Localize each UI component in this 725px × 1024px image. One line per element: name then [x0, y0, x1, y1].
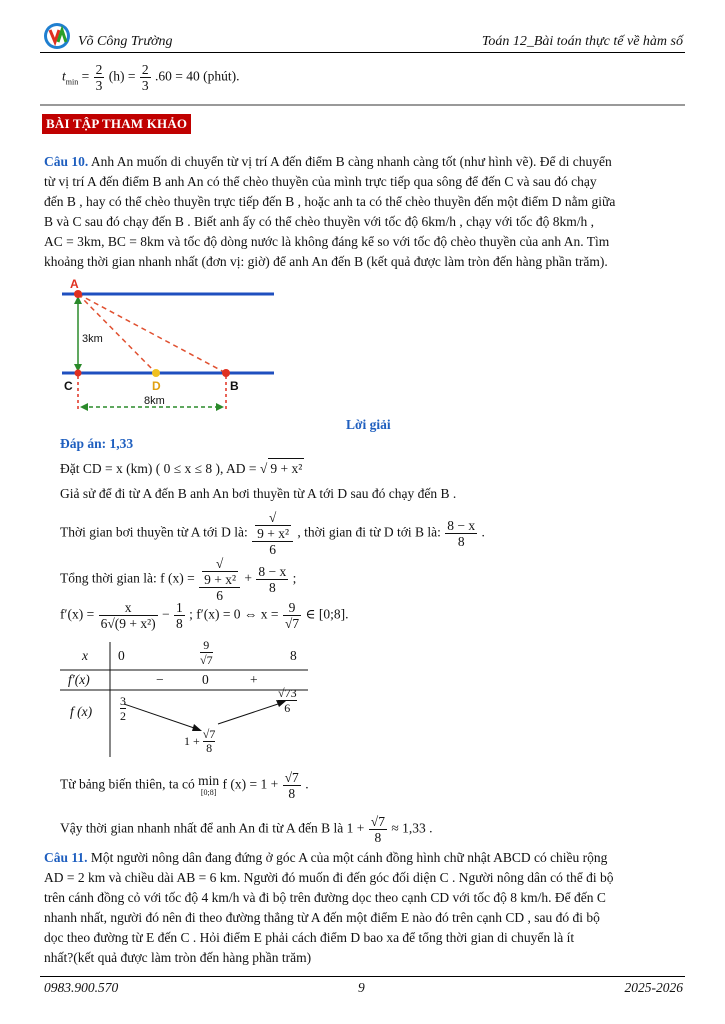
label-b: B	[230, 379, 239, 393]
q10-line-3: đến B , hay có thể chèo thuyền trực tiếp đến B , hoặc anh ta có thể chèo thuyền đến một điểm D nằm giữa	[44, 194, 616, 209]
variation-table	[60, 638, 310, 757]
table-xm: 9 √7	[200, 638, 213, 667]
label-ac: 3km	[82, 333, 103, 345]
q11-line-1: Câu 11. Một người nông dân đang đứng ở góc A của một cánh đồng hình chữ nhật ABCD có chiều rộng	[44, 850, 608, 865]
table-minus: −	[156, 672, 164, 687]
section-separator	[40, 104, 685, 106]
q10-label: Câu 10.	[44, 154, 89, 169]
point-d	[152, 369, 160, 377]
solution-step-7: Vậy thời gian nhanh nhất để anh An đi từ A đến B là 1 + $\frac{√7}{8}$ ≈ 1,33 .	[60, 814, 433, 845]
q11-line-5: dọc theo đường từ E đến C . Hỏi điểm E phải cách điểm D bao xa để tổng thời gian di chuyển là ít	[44, 930, 575, 945]
header-divider	[40, 52, 685, 53]
q11-line-2: AD = 2 km và chiều dài AB = 6 km. Người đó muốn đi đến góc đối diện C . Người nông dân có thể đi bộ	[44, 870, 614, 885]
table-f8: √73 6	[278, 686, 297, 715]
solution-step-4: Tổng thời gian là: f (x) = √ 9 + x² 6 + $\frac{8 - x}{8}$ ;	[60, 556, 297, 603]
table-plus: +	[250, 672, 258, 687]
point-c	[75, 370, 82, 377]
footer-year: 2025-2026	[624, 980, 683, 995]
solution-title: Lời giải	[346, 417, 391, 432]
table-x0: 0	[118, 648, 125, 663]
river-figure	[58, 276, 278, 416]
q11-line-3: trên cánh đồng cỏ với tốc độ 4 km/h và đi bộ trên đường dọc theo cạnh CD với tốc độ 8 km/h. Để đến C	[44, 890, 606, 905]
solution-step-6: Từ bảng biến thiên, ta có min [0;8] f (x) = 1 + $\frac{√7}{8}$ .	[60, 770, 309, 801]
q11-label: Câu 11.	[44, 850, 88, 865]
label-cb: 8km	[144, 395, 165, 407]
footer-phone: 0983.900.570	[44, 980, 119, 995]
q10-line-4: B và C sau đó chạy đến B . Biết anh ấy có thể chèo thuyền với tốc độ 6km/h , chạy với tốc độ 8km/h ,	[44, 214, 595, 229]
q10-line-1: Câu 10. Anh An muốn di chuyển từ vị trí A đến điểm B càng nhanh càng tốt (như hình vẽ). Để di chuyển	[44, 154, 612, 169]
table-zero: 0	[202, 672, 209, 687]
solution-step-3: Thời gian bơi thuyền từ A tới D là: √ 9 + x² 6 , thời gian đi từ D tới B là: $\frac{8 - x}{8}$ .	[60, 510, 485, 557]
q10-line-2: từ vị trí A đến điểm B anh An có thể chèo thuyền của mình trực tiếp qua sông để đến C và sau đó chạy	[44, 174, 597, 189]
q11-line-4: nhanh nhất, người đó nên đi theo đường thẳng từ A đến một điểm E nào đó trên cạnh CD , sau đó đi bộ	[44, 910, 600, 925]
table-f0: 3 2	[120, 694, 126, 723]
table-x-header: x	[82, 648, 88, 663]
table-fp-header: f′(x)	[68, 672, 90, 687]
answer: Đáp án: 1,33	[60, 436, 134, 451]
label-d: D	[152, 379, 161, 393]
solution-step-2: Giả sử để đi từ A đến B anh An bơi thuyền từ A tới D sau đó chạy đến B .	[60, 486, 457, 501]
point-a	[74, 290, 82, 298]
q10-line-6: khoảng thời gian nhanh nhất (đơn vị: giờ) để anh An đến B (kết quả được làm tròn đến hàng phần trăm).	[44, 254, 608, 269]
table-f-header: f (x)	[70, 704, 93, 719]
footer-page-number: 9	[358, 980, 365, 995]
label-c: C	[64, 379, 73, 393]
top-formula: $t_{min}$ = $\frac{2}{3}$ (h) = $\frac{2}{3}$ .60 = 40 (phút).	[62, 62, 240, 93]
footer-divider	[40, 976, 685, 977]
label-a: A	[70, 277, 79, 291]
solution-step-5: f′(x) = $\frac{x}{\text{6√(9 + x²)}}$ − $\frac{1}{8}$ ; f′(x) = 0 ⇔ x = $\frac{9}{√7}$ ∈ [0;8].	[60, 600, 349, 631]
q11-line-6: nhất?(kết quả được làm tròn đến hàng phần trăm)	[44, 950, 312, 965]
table-x8: 8	[290, 648, 297, 663]
table-fmin: 1 + $\frac{√7}{8}$	[184, 727, 216, 755]
header-subject: Toán 12_Bài toán thực tế về hàm số	[481, 34, 683, 49]
solution-step-1: Đặt CD = x (km) ( 0 ≤ x ≤ 8 ), AD = √ 9 + x²	[60, 458, 304, 479]
header-author: Võ Công Trường	[78, 34, 173, 49]
section-title: BÀI TẬP THAM KHẢO	[42, 114, 191, 134]
q10-line-5: AC = 3km, BC = 8km và tốc độ dòng nước là không đáng kể so với tốc độ chèo thuyền của anh An. Tìm	[44, 234, 610, 249]
author-logo-icon	[43, 22, 71, 50]
point-b	[222, 369, 230, 377]
